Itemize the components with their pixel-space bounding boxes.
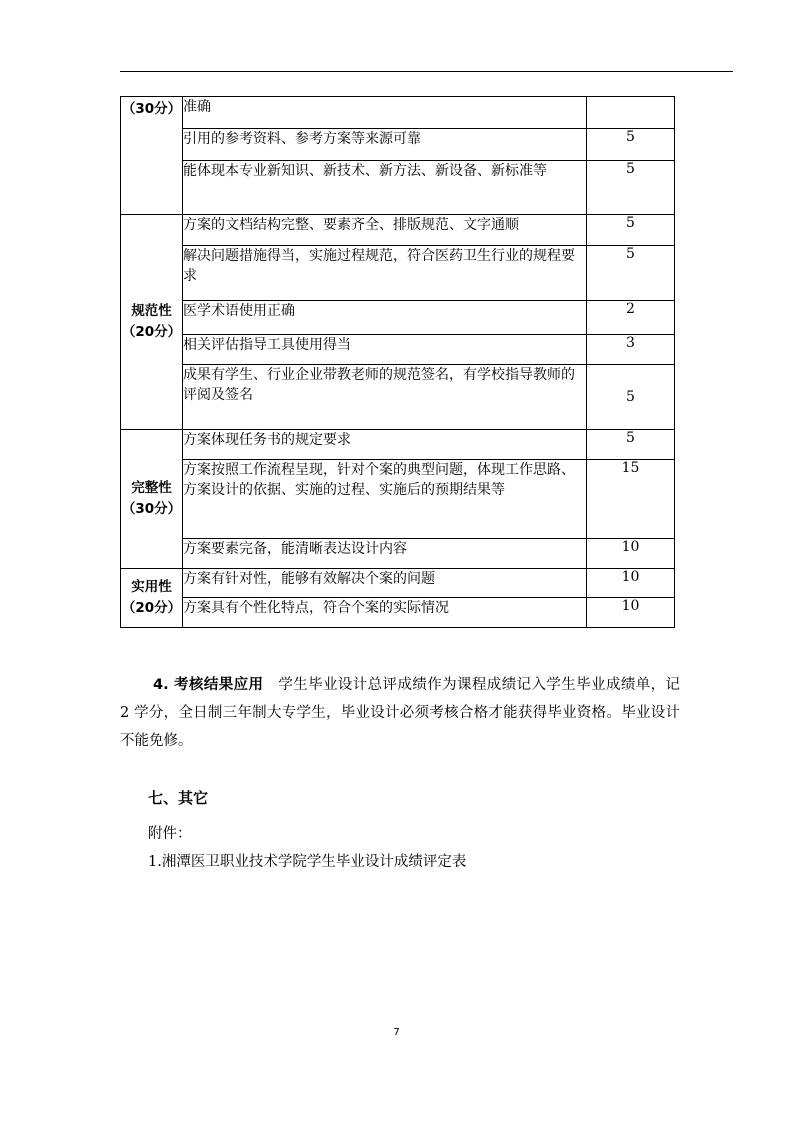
table-row bbox=[121, 161, 675, 215]
score-cell: 5 bbox=[587, 215, 675, 246]
score-cell: 5 bbox=[587, 161, 675, 215]
table-row bbox=[121, 215, 675, 246]
criterion-cell: 方案的文档结构完整、要素齐全、排版规范、文字通顺 bbox=[183, 215, 587, 246]
score-cell: 15 bbox=[587, 460, 675, 539]
score-cell: 5 bbox=[587, 246, 675, 301]
section-4-heading: 4. 考核结果应用 bbox=[153, 677, 264, 693]
criterion-cell: 方案具有个性化特点，符合个案的实际情况 bbox=[183, 598, 587, 628]
criterion-cell: 方案要素完备，能清晰表达设计内容 bbox=[183, 539, 587, 569]
table-row bbox=[121, 598, 675, 628]
section-4-paragraph bbox=[120, 671, 680, 755]
table-row bbox=[121, 539, 675, 569]
table-row bbox=[121, 301, 675, 335]
table-row bbox=[121, 246, 675, 301]
criterion-cell: 医学术语使用正确 bbox=[183, 301, 587, 335]
category-points: （30分） bbox=[121, 101, 182, 117]
criterion-cell: 方案有针对性，能够有效解决个案的问题 bbox=[183, 569, 587, 598]
criterion-cell: 相关评估指导工具使用得当 bbox=[183, 335, 587, 365]
table-row bbox=[121, 365, 675, 430]
category-name: 完整性 bbox=[131, 480, 172, 496]
score-cell: 10 bbox=[587, 539, 675, 569]
table-row bbox=[121, 460, 675, 539]
score-cell: 10 bbox=[587, 598, 675, 628]
attachment-label: 附件： bbox=[148, 826, 192, 842]
header-rule bbox=[120, 71, 733, 72]
category-points: （20分） bbox=[121, 600, 182, 616]
score-cell bbox=[587, 97, 675, 129]
table-row bbox=[121, 569, 675, 598]
score-cell: 5 bbox=[587, 430, 675, 460]
category-cell bbox=[121, 97, 183, 215]
score-cell: 5 bbox=[587, 365, 675, 430]
category-points: （20分） bbox=[121, 324, 182, 340]
table-row bbox=[121, 129, 675, 161]
criterion-cell: 解决问题措施得当，实施过程规范，符合医药卫生行业的规程要求 bbox=[183, 246, 587, 301]
category-name: 实用性 bbox=[131, 579, 172, 595]
score-cell: 2 bbox=[587, 301, 675, 335]
criterion-cell: 准确 bbox=[183, 97, 587, 129]
attachment-item: 1.湘潭医卫职业技术学院学生毕业设计成绩评定表 bbox=[148, 854, 467, 870]
score-cell: 5 bbox=[587, 129, 675, 161]
table-row bbox=[121, 97, 675, 129]
criterion-cell: 方案按照工作流程呈现，针对个案的典型问题，体现工作思路、方案设计的依据、实施的过程、实施后的预期结果等 bbox=[183, 460, 587, 539]
criterion-cell: 成果有学生、行业企业带教老师的规范签名，有学校指导教师的评阅及签名 bbox=[183, 365, 587, 430]
table-row bbox=[121, 430, 675, 460]
evaluation-table bbox=[120, 96, 675, 628]
category-cell bbox=[121, 215, 183, 430]
score-cell: 10 bbox=[587, 569, 675, 598]
section-4-body: 学生毕业设计总评成绩作为课程成绩记入学生毕业成绩单，记 2 学分，全日制三年制大专学生，毕业设计必须考核合格才能获得毕业资格。毕业设计不能免修。 bbox=[120, 677, 681, 749]
score-cell: 3 bbox=[587, 335, 675, 365]
table-row bbox=[121, 335, 675, 365]
criterion-cell: 能体现本专业新知识、新技术、新方法、新设备、新标准等 bbox=[183, 161, 587, 215]
category-name: 规范性 bbox=[131, 303, 172, 319]
category-cell bbox=[121, 430, 183, 569]
section-7-heading: 七、其它 bbox=[148, 789, 209, 807]
category-points: （30分） bbox=[121, 501, 182, 517]
category-cell bbox=[121, 569, 183, 628]
page-number: 7 bbox=[393, 1027, 400, 1038]
criterion-cell: 引用的参考资料、参考方案等来源可靠 bbox=[183, 129, 587, 161]
criterion-cell: 方案体现任务书的规定要求 bbox=[183, 430, 587, 460]
